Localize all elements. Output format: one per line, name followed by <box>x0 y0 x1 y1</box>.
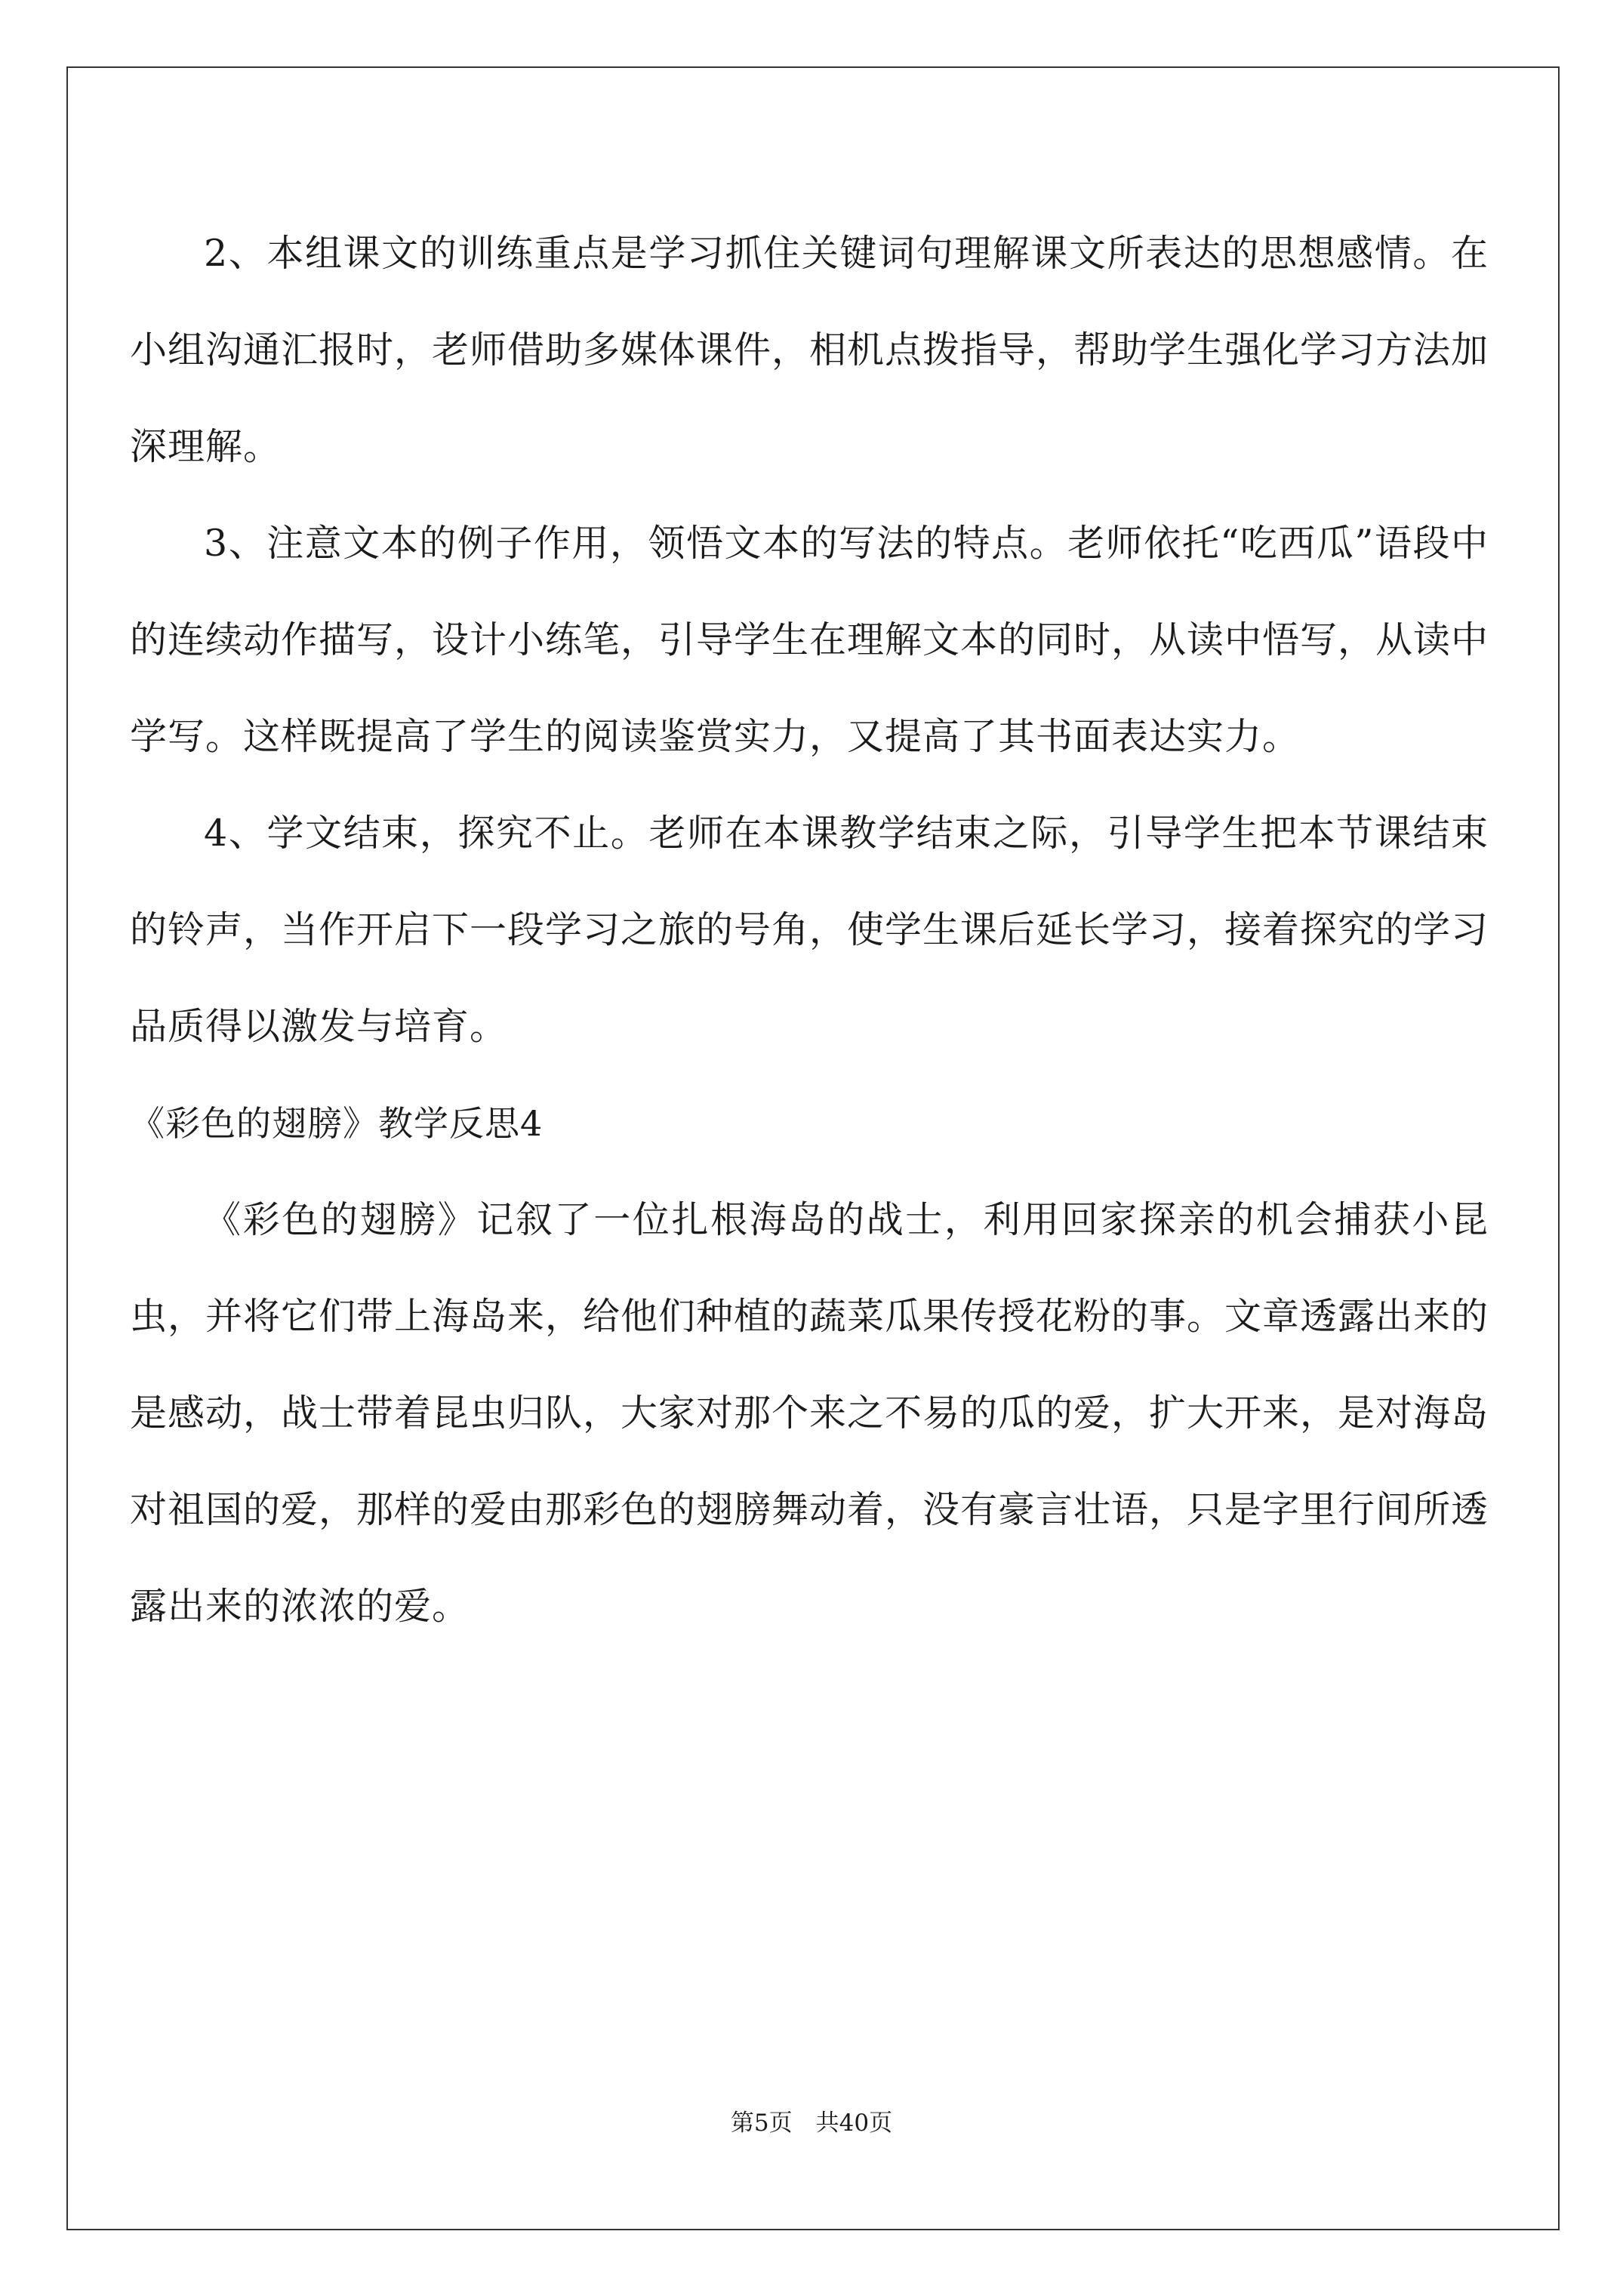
document-body <box>130 205 1489 1655</box>
paragraph-point-2: 2、本组课文的训练重点是学习抓住关键词句理解课文所表达的思想感情。在小组沟通汇报时，老师借助多媒体课件，相机点拨指导，帮助学生强化学习方法加深理解。 <box>130 232 1489 468</box>
page-footer: 第5页 共40页 <box>730 2110 893 2137</box>
paragraph-point-3: 3、注意文本的例子作用，领悟文本的写法的特点。老师依托“吃西瓜”语段中的连续动作描写，设计小练笔，引导学生在理解文本的同时，从读中悟写，从读中学写。这样既提高了学生的阅读鉴赏实力，又提高了其书面表达实力。 <box>130 522 1489 758</box>
section-heading: 《彩色的翅膀》教学反思4 <box>130 1103 544 1144</box>
paragraph-point-4: 4、学文结束，探究不止。老师在本课教学结束之际，引导学生把本节课结束的铃声，当作开启下一段学习之旅的号角，使学生课后延长学习，接着探究的学习品质得以激发与培育。 <box>130 812 1489 1048</box>
paragraph-reflection-4: 《彩色的翅膀》记叙了一位扎根海岛的战士，利用回家探亲的机会捕获小昆虫，并将它们带上海岛来，给他们种植的蔬菜瓜果传授花粉的事。文章透露出来的是感动，战士带着昆虫归队，大家对那个来之不易的瓜的爱，扩大开来，是对海岛对祖国的爱，那样的爱由那彩色的翅膀舞动着，没有豪言壮语，只是字里行间所透露出来的浓浓的爱。 <box>130 1198 1489 1628</box>
